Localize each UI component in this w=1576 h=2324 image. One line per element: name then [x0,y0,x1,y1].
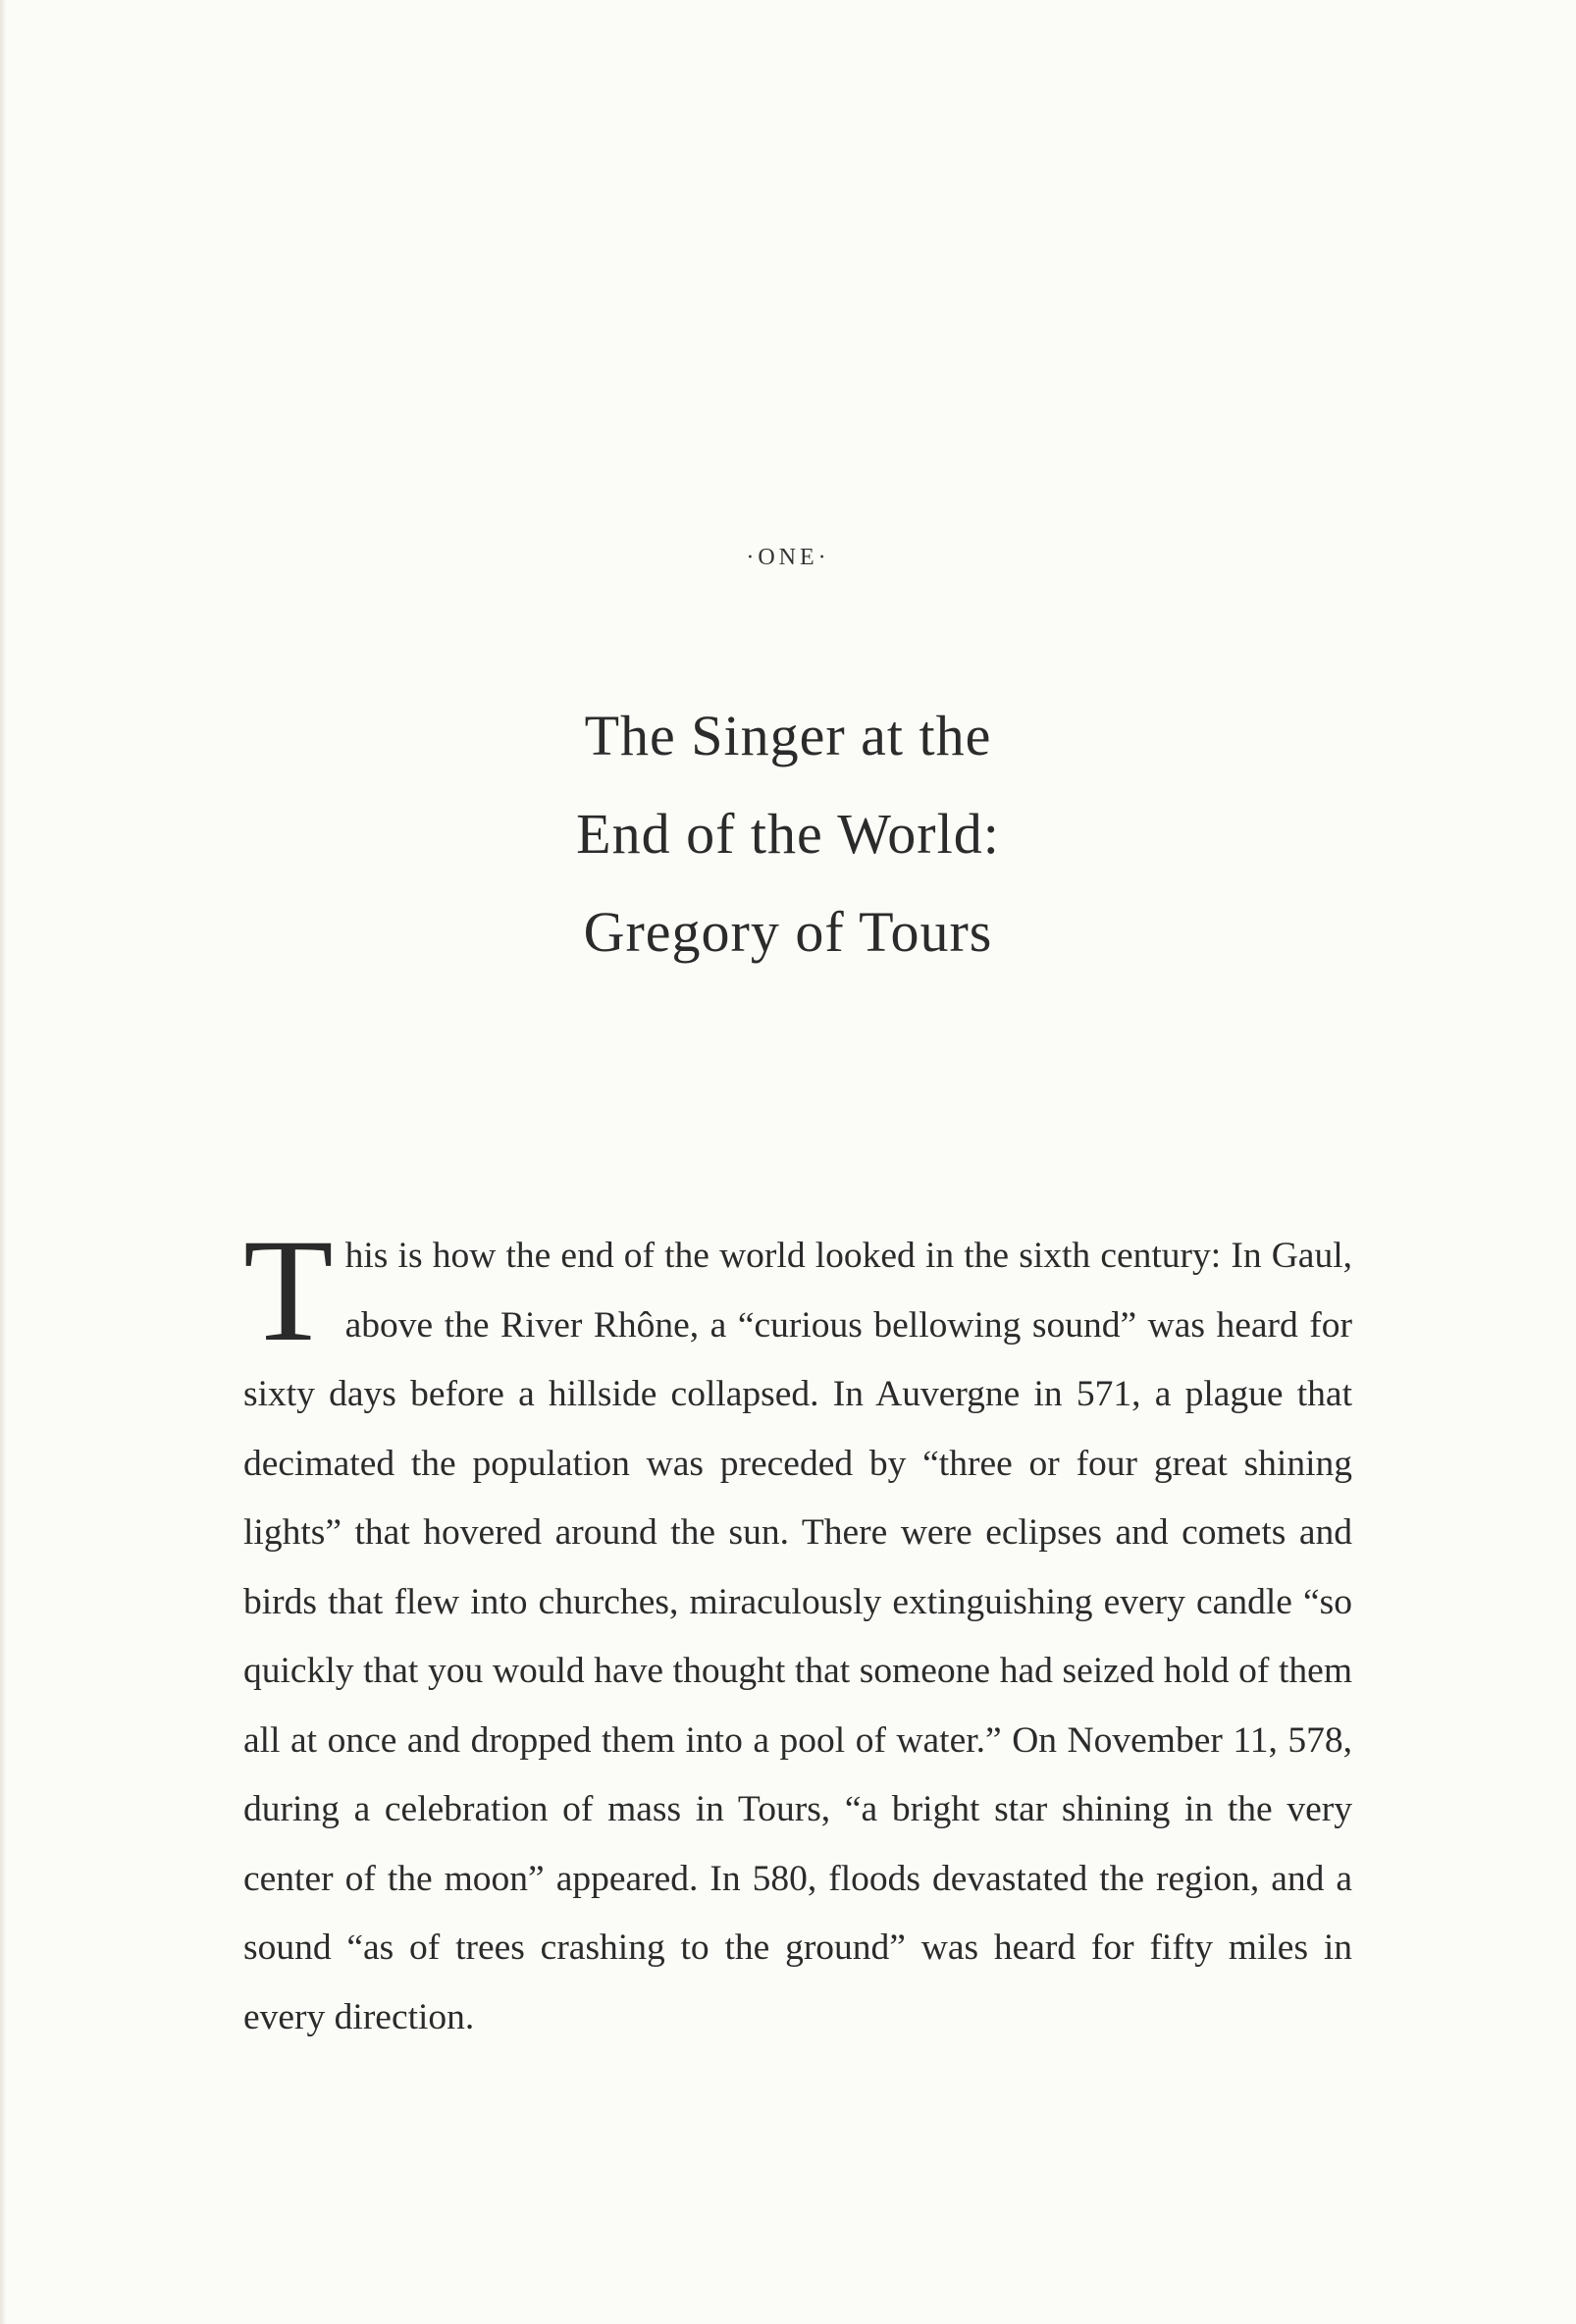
chapter-title-line: The Singer at the [584,704,992,767]
page-edge-shadow [0,0,6,2324]
paragraph-text: his is how the end of the world looked in the sixth century: In Gaul, above the River Rhône, a “curious bellowing sound” was heard for sixty days before a hillside collapsed. In Auvergne in 571, a plague that decimated the population was preceded by “three or four great shining lights” that hovered around the sun. There were eclipses and comets and birds that flew into churches, miraculously extinguishing every candle “so quickly that you would have thought that someone had seized hold of them all at once and dropped them into a pool of water.” On November 11, 578, during a celebration of mass in Tours, “a bright star shining in the very center of the moon” appeared. In 580, floods devastated the region, and a sound “as of trees crashing to the ground” was heard for fifty miles in every direction. [243,1236,1352,2037]
drop-cap: T [243,1209,334,1372]
chapter-title-line: End of the World: [576,802,1000,866]
body-text [243,1209,1352,2052]
chapter-number: ·ONE· [746,545,830,570]
opening-paragraph [243,1209,1352,2052]
chapter-title-line: Gregory of Tours [583,900,993,964]
chapter-title [0,687,1576,981]
